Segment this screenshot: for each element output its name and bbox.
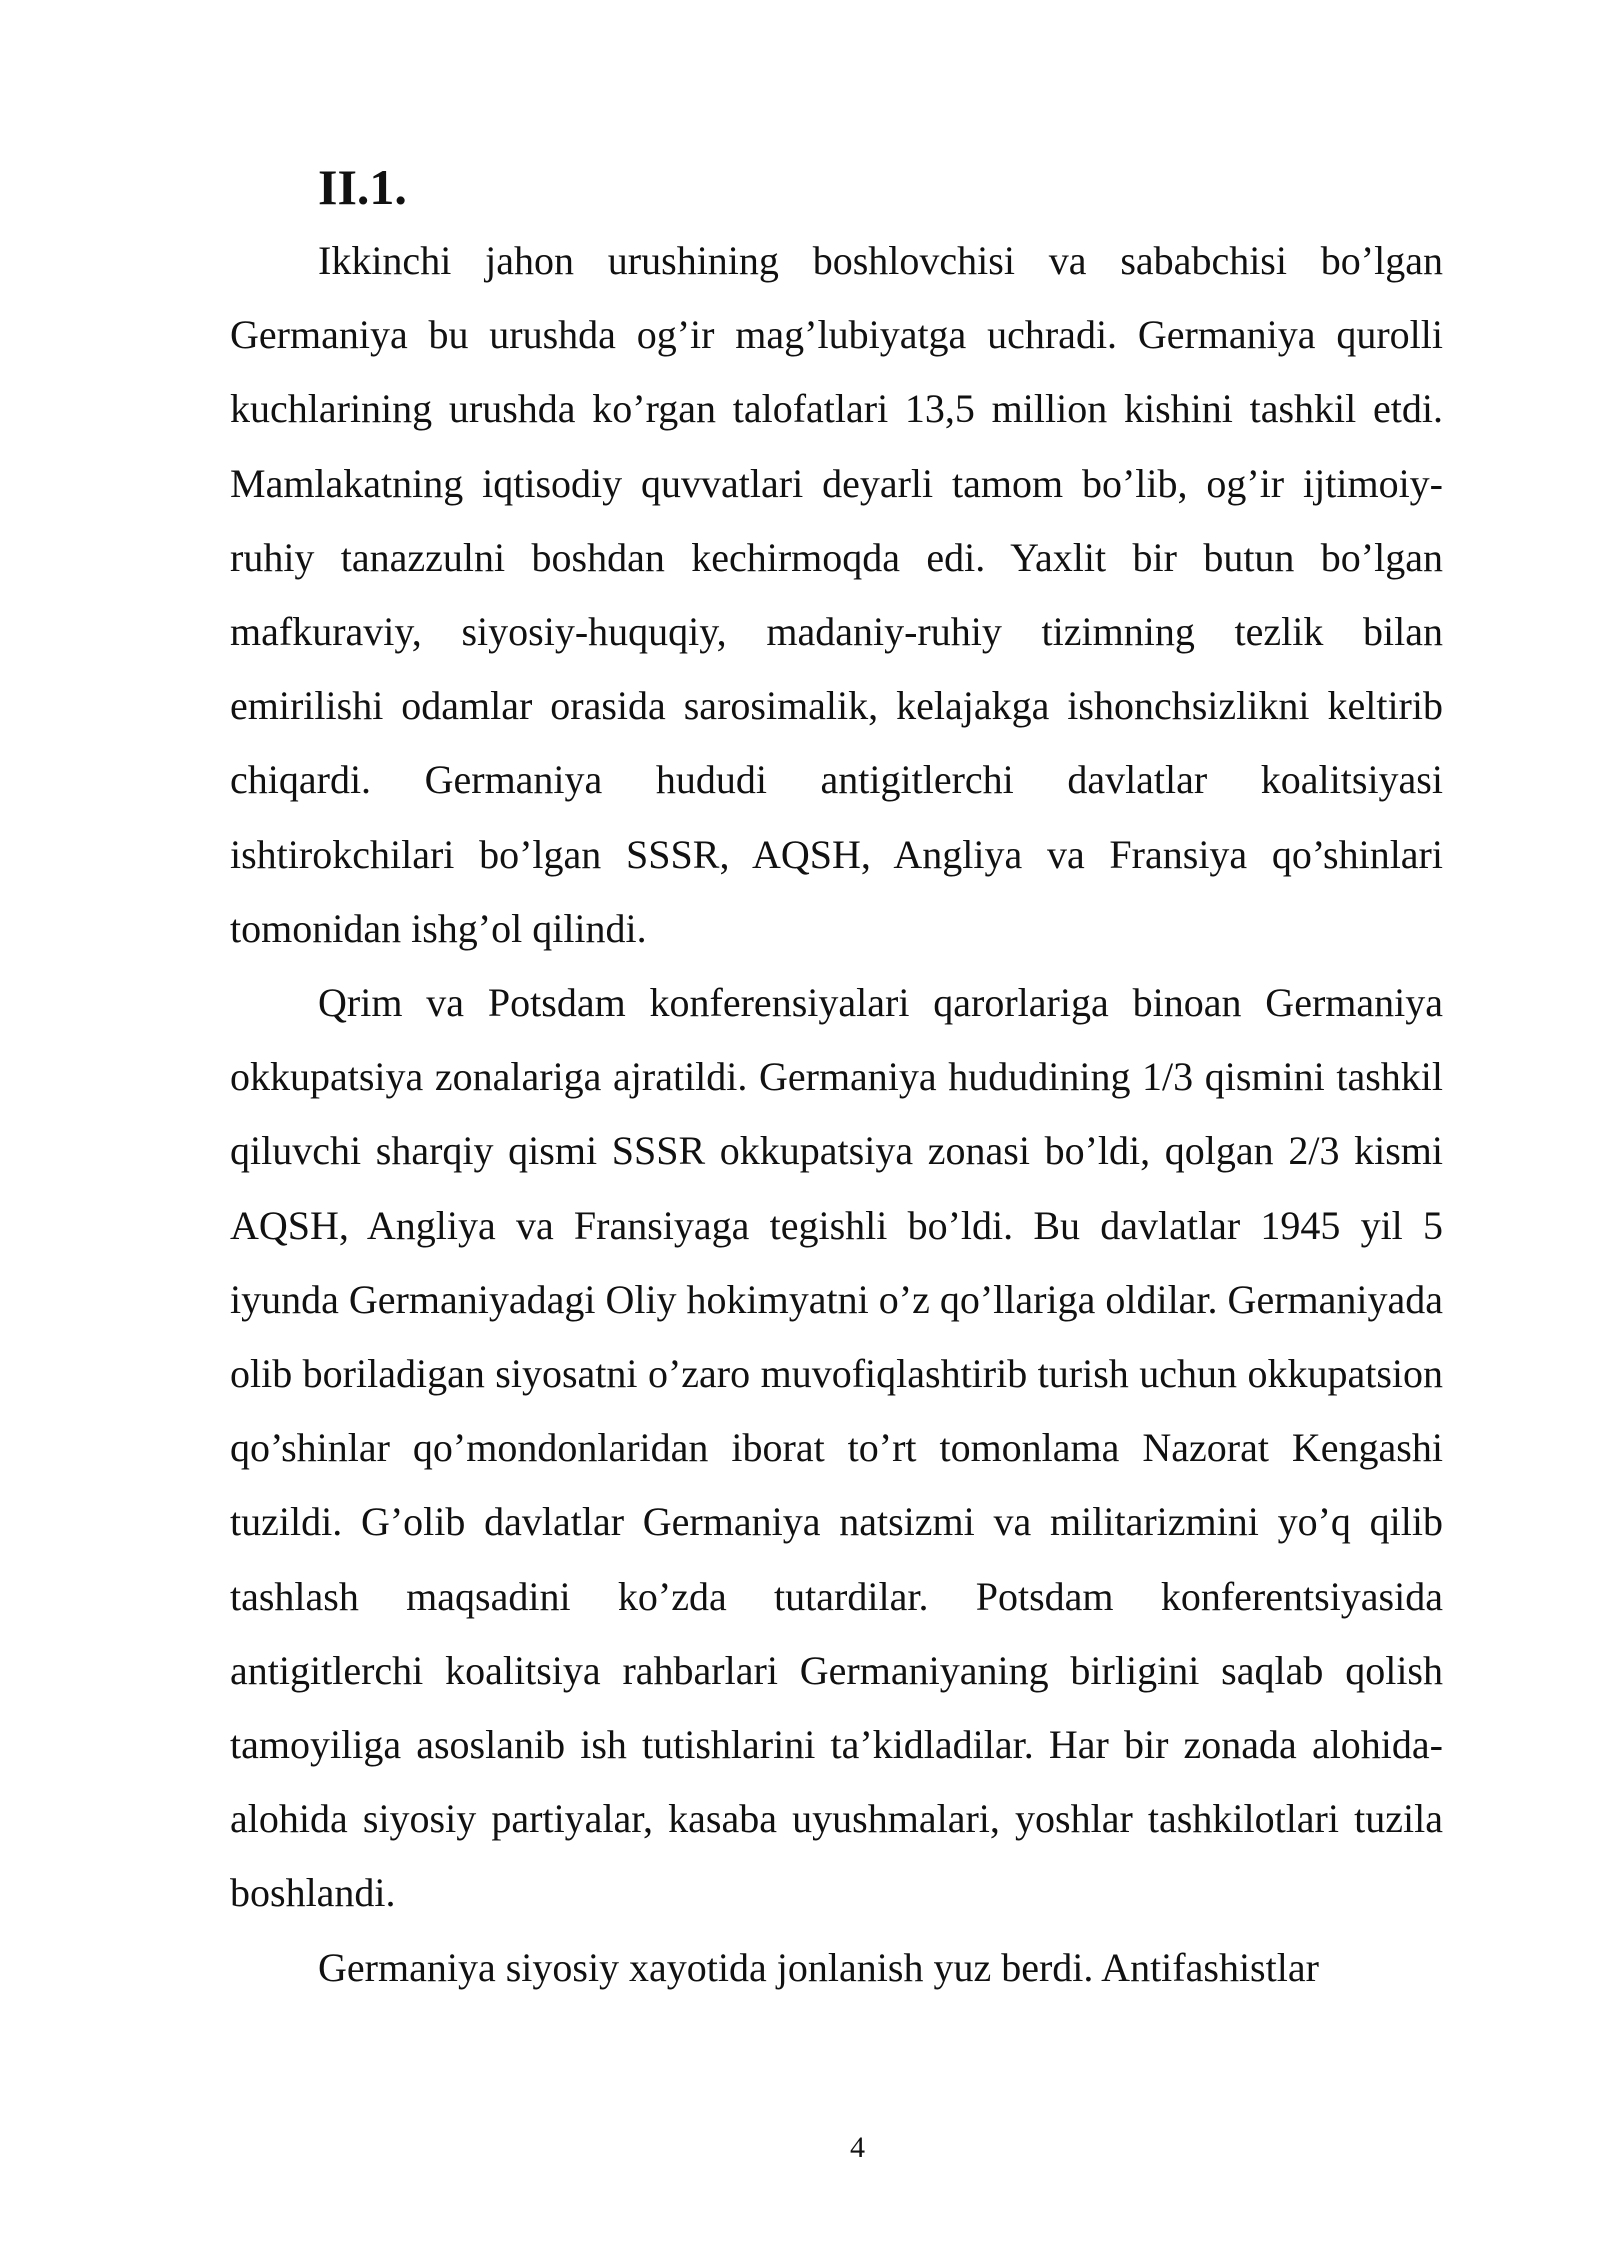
section-heading: II.1. — [318, 159, 407, 215]
paragraph-2: Qrim va Potsdam konferensiyalari qarorlariga binoan Germaniya okkupatsiya zonalariga ajratildi. Germaniya hududining 1/3 qismini tashkil qiluvchi sharqiy qismi SSSR okkupatsiya zonasi bo’ldi, qolgan 2/3 kismi AQSH, Angliya va Fransiyaga tegishli bo’ldi. Bu davlatlar 1945 yil 5 iyunda Germaniyadagi Oliy hokimyatni o’z qo’llariga oldilar. Germaniyada olib boriladigan siyosatni o’zaro muvofiqlashtirib turish uchun okkupatsion qo’shinlar qo’mondonlaridan iborat to’rt tomonlama Nazorat Kengashi tuzildi. G’olib davlatlar Germaniya natsizmi va militarizmini yo’q qilib tashlash maqsadini ko’zda tutardilar. Potsdam konferentsiyasida antigitlerchi koalitsiya rahbarlari Germaniyaning birligini saqlab qolish tamoyiliga asoslanib ish tutishlarini ta’kidladilar. Har bir zonada alohida-alohida siyosiy partiyalar, kasaba uyushmalari, yoshlar tashkilotlari tuzila boshlandi. — [230, 980, 1443, 1916]
paragraph-1: Ikkinchi jahon urushining boshlovchisi va sababchisi bo’lgan Germaniya bu urushda og’ir mag’lubiyatga uchradi. Germaniya qurolli kuchlarining urushda ko’rgan talofatlari 13,5 million kishini tashkil etdi. Mamlakatning iqtisodiy quvvatlari deyarli tamom bo’lib, og’ir ijtimoiy-ruhiy tanazzulni boshdan kechirmoqda edi. Yaxlit bir butun bo’lgan mafkuraviy, siyosiy-huquqiy, madaniy-ruhiy tizimning tezlik bilan emirilishi odamlar orasida sarosimalik, kelajakga ishonchsizlikni keltirib chiqardi. Germaniya hududi antigitlerchi davlatlar koalitsiyasi ishtirokchilari bo’lgan SSSR, AQSH, Angliya va Fransiya qo’shinlari tomonidan ishg’ol qilindi. — [230, 238, 1443, 951]
paragraph-3: Germaniya siyosiy xayotida jonlanish yuz berdi. Antifashistlar — [318, 1944, 1319, 1990]
page-body — [230, 150, 1443, 2005]
page-number: 4 — [850, 2131, 865, 2164]
